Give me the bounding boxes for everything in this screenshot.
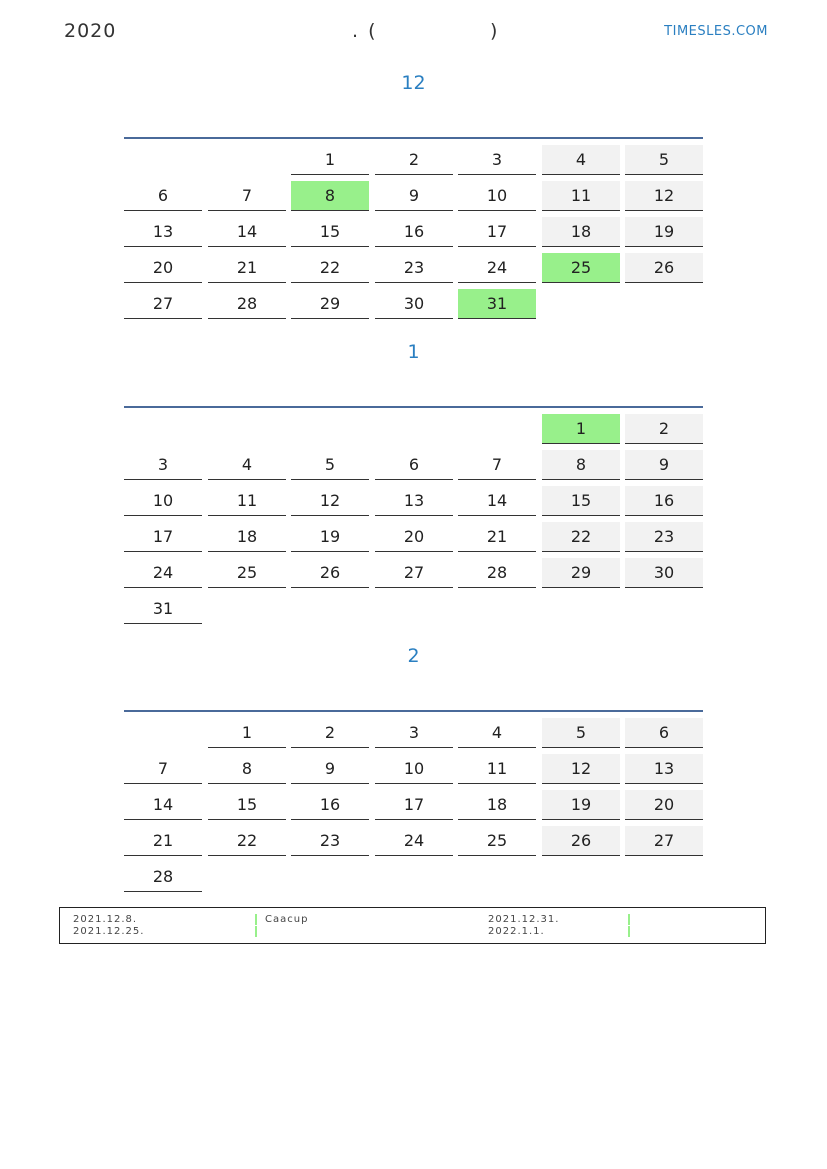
day-cell: 18 [542, 217, 620, 247]
legend-date: 2021.12.8. [73, 914, 138, 925]
page-header [62, 20, 768, 46]
day-cell: 24 [124, 558, 202, 588]
legend-date: 2021.12.25. [73, 926, 145, 937]
day-cell: 25 [458, 826, 536, 856]
day-cell: 3 [458, 145, 536, 175]
day-cell: 15 [208, 790, 286, 820]
day-cell: 11 [542, 181, 620, 211]
day-cell: 16 [291, 790, 369, 820]
day-cell: 17 [458, 217, 536, 247]
day-cell: 18 [208, 522, 286, 552]
day-cell: 18 [458, 790, 536, 820]
holiday-marker [255, 926, 257, 937]
day-cell: 12 [542, 754, 620, 784]
day-cell: 22 [291, 253, 369, 283]
day-cell: 16 [375, 217, 453, 247]
day-cell: 6 [124, 181, 202, 211]
legend-date: 2021.12.31. [488, 914, 560, 925]
day-cell: 3 [375, 718, 453, 748]
day-cell: 25 [542, 253, 620, 283]
day-cell: 21 [458, 522, 536, 552]
day-cell: 11 [458, 754, 536, 784]
day-cell: 1 [208, 718, 286, 748]
day-cell: 15 [542, 486, 620, 516]
year-title: 2020 [64, 20, 117, 42]
month-title-january: 1 [407, 341, 420, 363]
day-cell: 15 [291, 217, 369, 247]
day-cell: 29 [542, 558, 620, 588]
subtitle-parens: . ( ) [352, 20, 500, 42]
month-grid-december [124, 137, 703, 313]
day-cell: 22 [542, 522, 620, 552]
day-cell: 2 [291, 718, 369, 748]
day-cell: 4 [208, 450, 286, 480]
day-cell: 26 [542, 826, 620, 856]
day-cell: 9 [625, 450, 703, 480]
day-cell: 27 [375, 558, 453, 588]
day-cell: 23 [375, 253, 453, 283]
day-cell: 11 [208, 486, 286, 516]
day-cell: 8 [208, 754, 286, 784]
day-cell: 26 [625, 253, 703, 283]
day-cell: 16 [625, 486, 703, 516]
day-cell: 1 [542, 414, 620, 444]
day-cell: 14 [124, 790, 202, 820]
day-cell: 19 [625, 217, 703, 247]
day-cell: 9 [291, 754, 369, 784]
holiday-marker [628, 926, 630, 937]
brand-link[interactable]: TIMESLES.COM [664, 24, 768, 39]
day-cell: 21 [208, 253, 286, 283]
day-cell: 13 [375, 486, 453, 516]
day-cell: 27 [124, 289, 202, 319]
day-cell: 10 [458, 181, 536, 211]
day-cell: 13 [625, 754, 703, 784]
month-title-december: 12 [401, 72, 426, 94]
day-cell: 27 [625, 826, 703, 856]
day-cell: 6 [375, 450, 453, 480]
day-cell: 12 [625, 181, 703, 211]
day-cell: 23 [625, 522, 703, 552]
day-cell: 10 [375, 754, 453, 784]
holiday-marker [255, 914, 257, 925]
month-title-february: 2 [407, 645, 420, 667]
day-cell: 28 [124, 862, 202, 892]
day-cell: 2 [625, 414, 703, 444]
day-cell: 12 [291, 486, 369, 516]
holiday-legend [59, 907, 766, 944]
day-cell: 10 [124, 486, 202, 516]
day-cell: 4 [458, 718, 536, 748]
day-cell: 17 [124, 522, 202, 552]
day-cell: 24 [458, 253, 536, 283]
day-cell: 5 [625, 145, 703, 175]
day-cell: 5 [291, 450, 369, 480]
day-cell: 26 [291, 558, 369, 588]
month-grid-january [124, 406, 703, 618]
day-cell: 30 [625, 558, 703, 588]
day-cell: 8 [542, 450, 620, 480]
day-cell: 22 [208, 826, 286, 856]
day-cell: 17 [375, 790, 453, 820]
day-cell: 21 [124, 826, 202, 856]
holiday-marker [628, 914, 630, 925]
day-cell: 28 [208, 289, 286, 319]
day-cell: 14 [458, 486, 536, 516]
day-cell: 25 [208, 558, 286, 588]
day-cell: 28 [458, 558, 536, 588]
day-cell: 31 [458, 289, 536, 319]
day-cell: 13 [124, 217, 202, 247]
day-cell: 3 [124, 450, 202, 480]
day-cell: 9 [375, 181, 453, 211]
day-cell: 4 [542, 145, 620, 175]
day-cell: 20 [124, 253, 202, 283]
day-cell: 14 [208, 217, 286, 247]
day-cell: 24 [375, 826, 453, 856]
day-cell: 1 [291, 145, 369, 175]
day-cell: 2 [375, 145, 453, 175]
legend-date: 2022.1.1. [488, 926, 545, 937]
month-grid-february [124, 710, 703, 886]
day-cell: 5 [542, 718, 620, 748]
day-cell: 29 [291, 289, 369, 319]
day-cell: 31 [124, 594, 202, 624]
day-cell: 20 [625, 790, 703, 820]
day-cell: 23 [291, 826, 369, 856]
legend-holiday-name: Caacup [265, 914, 309, 925]
day-cell: 19 [542, 790, 620, 820]
day-cell: 19 [291, 522, 369, 552]
day-cell: 7 [208, 181, 286, 211]
day-cell: 30 [375, 289, 453, 319]
day-cell: 20 [375, 522, 453, 552]
day-cell: 7 [124, 754, 202, 784]
day-cell: 7 [458, 450, 536, 480]
day-cell: 8 [291, 181, 369, 211]
day-cell: 6 [625, 718, 703, 748]
